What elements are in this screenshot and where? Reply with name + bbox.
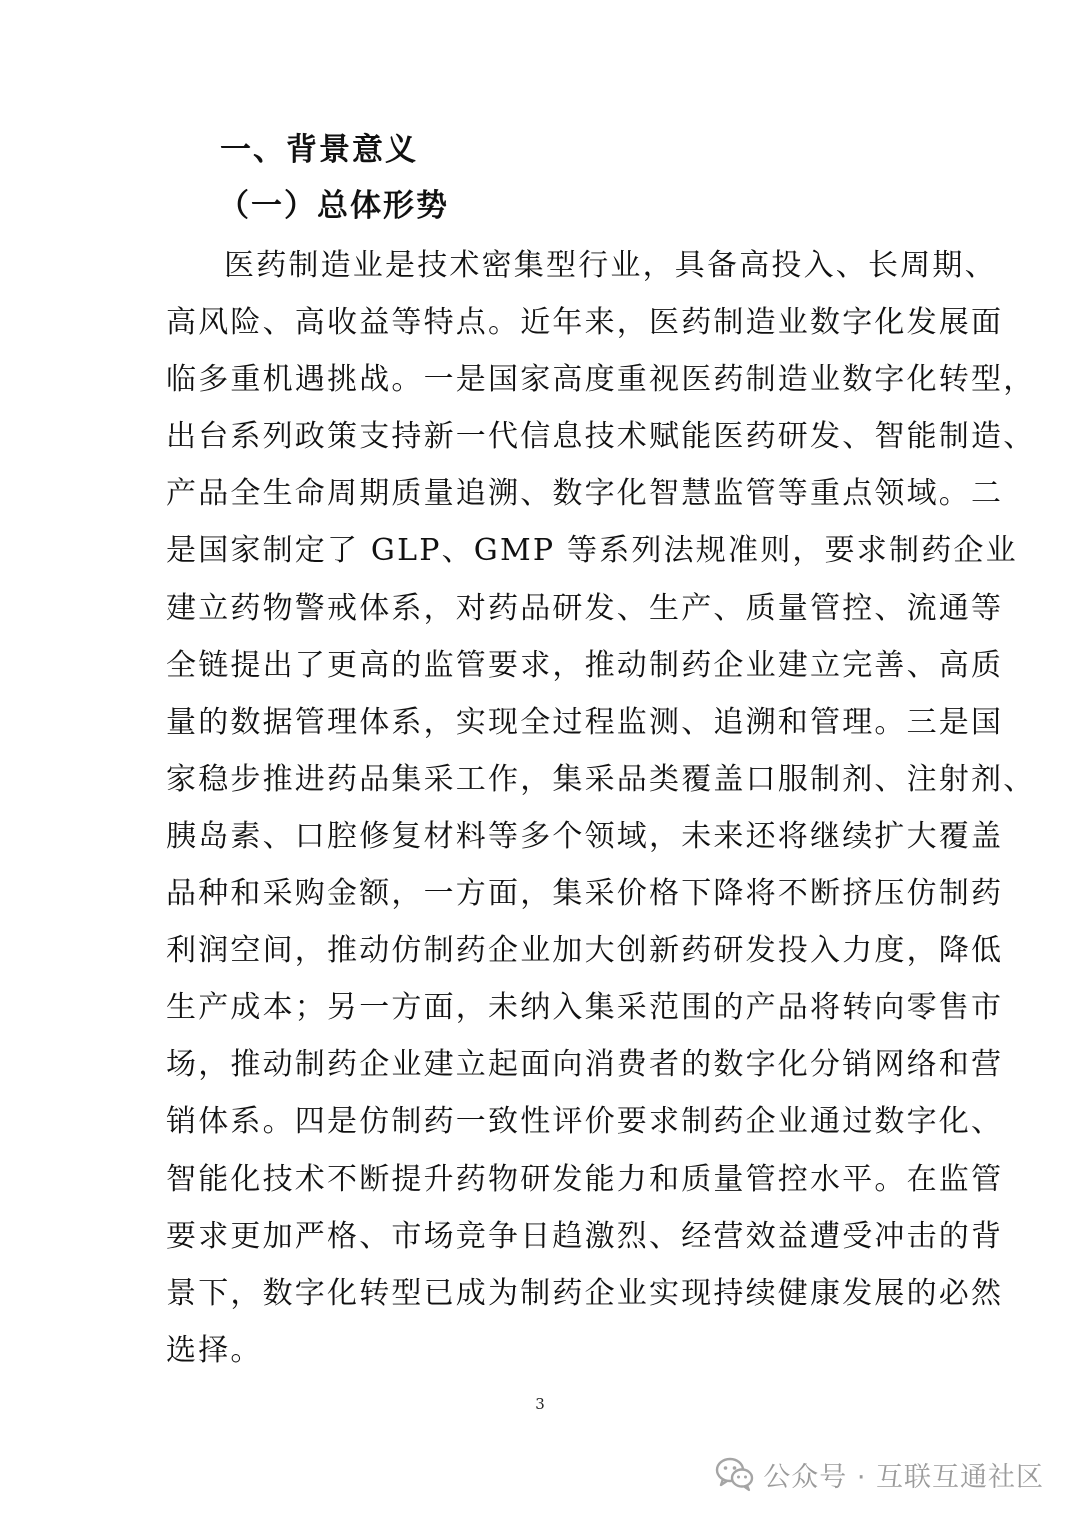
paragraph-line: 选择。 xyxy=(166,1332,263,1368)
paragraph-line: 生产成本；另一方面，未纳入集采范围的产品将转向零售市 xyxy=(166,990,1004,1026)
wechat-icon xyxy=(715,1456,755,1492)
subsection-heading: （一）总体形势 xyxy=(218,188,449,224)
paragraph-line: 胰岛素、口腔修复材料等多个领域，未来还将继续扩大覆盖 xyxy=(166,818,1004,854)
paragraph-line: 临多重机遇挑战。一是国家高度重视医药制造业数字化转型， xyxy=(166,362,1036,398)
paragraph-line: 建立药物警戒体系，对药品研发、生产、质量管控、流通等 xyxy=(166,590,1004,626)
paragraph-line: 是国家制定了 GLP、GMP 等系列法规准则，要求制药企业 xyxy=(166,533,1018,569)
paragraph-line: 医药制造业是技术密集型行业，具备高投入、长周期、 xyxy=(224,248,997,283)
paragraph-line: 高风险、高收益等特点。近年来，医药制造业数字化发展面 xyxy=(166,305,1004,341)
section-heading: 一、背景意义 xyxy=(220,132,418,168)
paragraph-line: 产品全生命周期质量追溯、数字化智慧监管等重点领域。二 xyxy=(166,476,1004,512)
paragraph-line: 智能化技术不断提升药物研发能力和质量管控水平。在监管 xyxy=(166,1161,1004,1197)
paragraph-line: 景下，数字化转型已成为制药企业实现持续健康发展的必然 xyxy=(166,1275,1004,1311)
paragraph-line: 家稳步推进药品集采工作，集采品类覆盖口服制剂、注射剂、 xyxy=(166,761,1036,797)
paragraph-line: 品种和采购金额，一方面，集采价格下降将不断挤压仿制药 xyxy=(166,876,1004,912)
paragraph-line: 量的数据管理体系，实现全过程监测、追溯和管理。三是国 xyxy=(166,704,1004,740)
watermark-text: 公众号 · 互联互通社区 xyxy=(763,1461,1044,1493)
paragraph-line: 利润空间，推动仿制药企业加大创新药研发投入力度，降低 xyxy=(166,933,1004,969)
paragraph-line: 要求更加严格、市场竞争日趋激烈、经营效益遭受冲击的背 xyxy=(166,1218,1004,1254)
paragraph-line: 场，推动制药企业建立起面向消费者的数字化分销网络和营 xyxy=(166,1047,1004,1083)
page-number: 3 xyxy=(535,1395,545,1413)
watermark xyxy=(715,1452,1044,1496)
paragraph-line: 出台系列政策支持新一代信息技术赋能医药研发、智能制造、 xyxy=(166,419,1036,455)
paragraph-line: 销体系。四是仿制药一致性评价要求制药企业通过数字化、 xyxy=(166,1104,1004,1140)
paragraph-line: 全链提出了更高的监管要求，推动制药企业建立完善、高质 xyxy=(166,647,1004,683)
body-paragraph xyxy=(166,237,1036,1379)
